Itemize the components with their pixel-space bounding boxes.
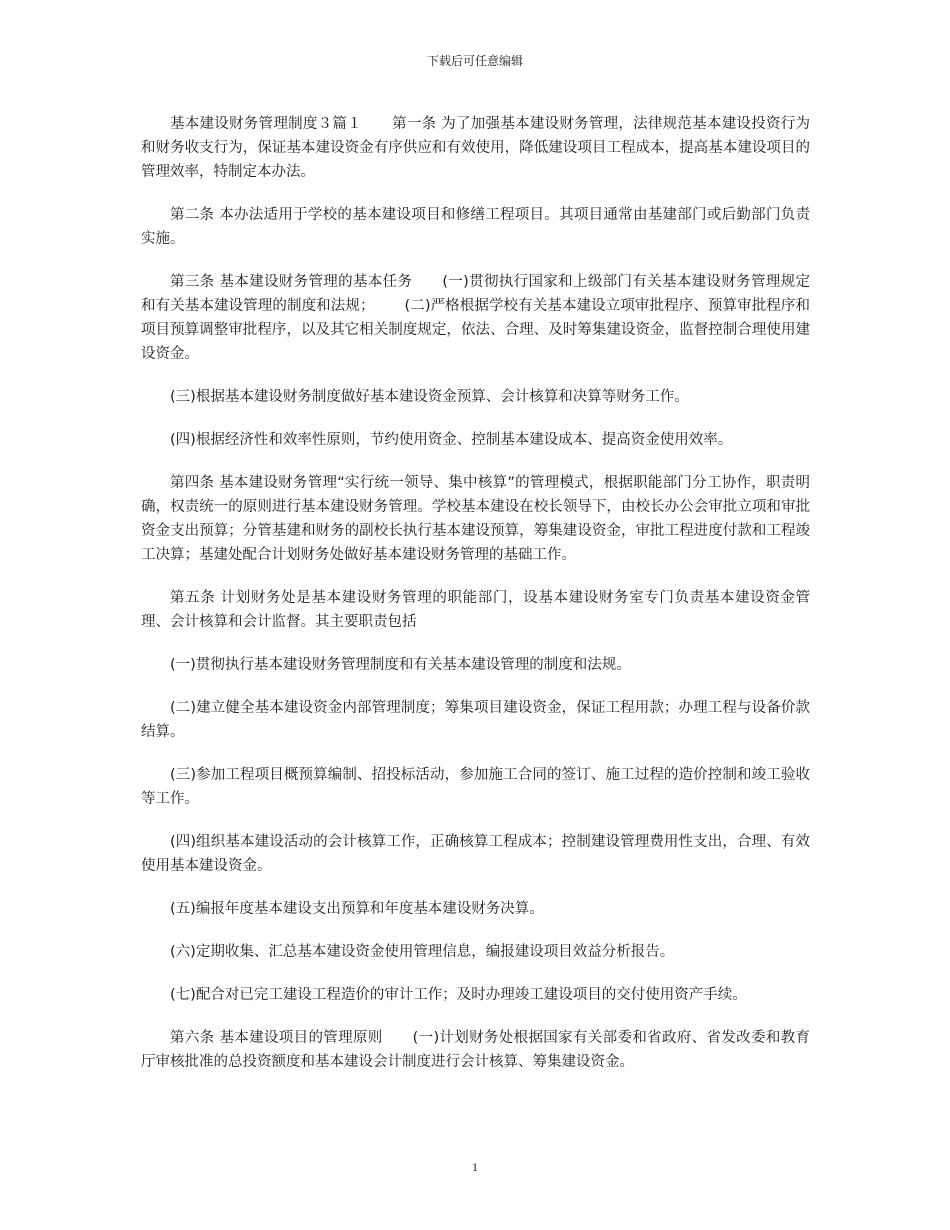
- paragraph-text: (二)严格根据学校有关基本建设立项审批程序、预算审批程序和项目预算调整审批程序，以及其它相关制度规定，依法、合理、及时筹集建设资金，监督控制合理使用建设资金。: [141, 298, 811, 362]
- paragraph-text: 基本建设财务管理制度３篇１: [170, 116, 362, 132]
- paragraph-4: [141, 385, 810, 409]
- paragraph-6: [141, 471, 810, 567]
- paragraph-text: (一)计划财务处根据国家有关部委和省政府、省发改委和教育厅审核批准的总投资额度和基本建设会计制度进行会计核算、筹集建设资金。: [141, 1030, 811, 1070]
- paragraph-text: 第一条 为了加强基本建设财务管理，法律规范基本建设投资行为和财务收支行为，保证基本建设资金有序供应和有效使用，降低建设项目工程成本，提高基本建设项目的管理效率，特制定本办法。: [141, 116, 811, 180]
- paragraph-text: (三)参加工程项目概预算编制、招投标活动，参加施工合同的签订、施工过程的造价控制和竣工验收等工作。: [141, 767, 810, 807]
- page-header: 下载后可任意编辑: [426, 54, 523, 68]
- paragraph-15: [141, 1026, 810, 1074]
- paragraph-3: [141, 270, 810, 366]
- paragraph-8: [141, 653, 810, 677]
- paragraph-text: (一)贯彻执行国家和上级部门有关基本建设财务管理规定和有关基本建设管理的制度和法规；: [141, 274, 811, 314]
- paragraph-text: (三)根据基本建设财务制度做好基本建设资金预算、会计核算和决算等财务工作。: [170, 389, 689, 405]
- paragraph-text: 第四条 基本建设财务管理“实行统一领导、集中核算”的管理模式，根据职能部门分工协作，职责明确，权责统一的原则进行基本建设财务管理。学校基本建设在校长领导下，由校长办公会审批立项和审批资金支出预算；分管基建和财务的副校长执行基本建设预算，筹集建设资金，审批工程进度付款和工程竣工决算；基建处配合计划财务处做好基本建设财务管理的基础工作。: [141, 475, 810, 563]
- paragraph-text: (四)组织基本建设活动的会计核算工作，正确核算工程成本；控制建设管理费用性支出，合理、有效使用基本建设资金。: [141, 834, 810, 874]
- paragraph-9: [141, 696, 810, 744]
- paragraph-text: 第三条 基本建设财务管理的基本任务: [170, 274, 413, 290]
- paragraph-text: 第五条 计划财务处是基本建设财务管理的职能部门，设基本建设财务室专门负责基本建设资金管理、会计核算和会计监督。其主要职责包括: [141, 590, 810, 630]
- document-body: [141, 112, 810, 1093]
- paragraph-text: (七)配合对已完工建设工程造价的审计工作；及时办理竣工建设项目的交付使用资产手续。: [170, 987, 747, 1003]
- paragraph-12: [141, 897, 810, 921]
- paragraph-text: (五)编报年度基本建设支出预算和年度基本建设财务决算。: [170, 901, 544, 917]
- page-number: 1: [472, 1160, 478, 1174]
- paragraph-2: [141, 203, 810, 251]
- paragraph-10: [141, 763, 810, 811]
- paragraph-text: (四)根据经济性和效率性原则，节约使用资金、控制基本建设成本、提高资金使用效率。: [170, 432, 733, 448]
- paragraph-text: 第二条 本办法适用于学校的基本建设项目和修缮工程项目。其项目通常由基建部门或后勤部门负责实施。: [141, 207, 810, 247]
- paragraph-7: [141, 586, 810, 634]
- paragraph-5: [141, 428, 810, 452]
- paragraph-text: 第六条 基本建设项目的管理原则: [170, 1030, 383, 1046]
- paragraph-11: [141, 830, 810, 878]
- paragraph-1: [141, 112, 810, 184]
- paragraph-text: (一)贯彻执行基本建设财务管理制度和有关基本建设管理的制度和法规。: [170, 657, 631, 673]
- paragraph-14: [141, 983, 810, 1007]
- paragraph-13: [141, 940, 810, 964]
- paragraph-text: (二)建立健全基本建设资金内部管理制度；筹集项目建设资金，保证工程用款；办理工程与设备价款结算。: [141, 700, 810, 740]
- paragraph-text: (六)定期收集、汇总基本建设资金使用管理信息，编报建设项目效益分析报告。: [170, 944, 675, 960]
